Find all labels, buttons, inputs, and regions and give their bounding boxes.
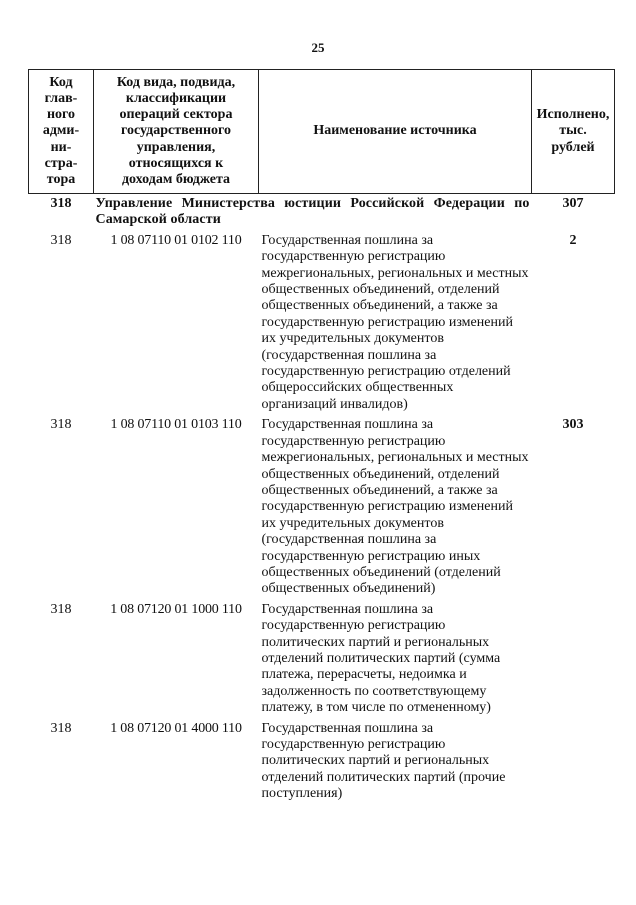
row-classification-code: 1 08 07120 01 1000 110 [110, 601, 242, 617]
row-executed-value: 2 [569, 232, 577, 248]
header-source-name: Наименование источника [259, 70, 532, 194]
revenue-table [28, 69, 615, 803]
row-admin-code: 318 [50, 417, 72, 433]
header-admin-code: Код глав- ного адми- ни- стра- тора [29, 70, 94, 194]
row-admin-code: 318 [50, 720, 72, 736]
table-header-row [29, 70, 615, 194]
row-executed-value [532, 598, 615, 717]
org-executed-value: 307 [562, 196, 584, 211]
header-executed-amount: Исполнено, тыс. рублей [532, 70, 615, 194]
table-row [29, 413, 615, 597]
header-classification-code: Код вида, подвида, классификации операций сектора государственного управления, относящихся к доходам бюджета [94, 70, 259, 194]
table-row [29, 717, 615, 803]
row-source-name: Государственная пошлина за государственную регистрацию политических партий и региональных отделений политических партий (прочие поступления) [261, 720, 506, 802]
row-executed-value: 303 [562, 417, 584, 433]
row-admin-code: 318 [50, 232, 72, 248]
table-row [29, 229, 615, 413]
row-classification-code: 1 08 07110 01 0103 110 [110, 417, 242, 433]
table-row [29, 598, 615, 717]
organization-row [29, 194, 615, 229]
page-number: 25 [311, 40, 325, 55]
org-name: Управление Министерства юстиции Российской Федерации по Самарской области [95, 196, 530, 228]
row-admin-code: 318 [50, 601, 72, 617]
row-source-name: Государственная пошлина за государственную регистрацию межрегиональных, региональных и местных общественных объединений, отделений общественных объединений, а также за государственную регистрацию изменений их учредительных документов (государственная пошлина за государственную регистрацию иных общественных объединений (отделений общественных объединений) [261, 417, 529, 597]
row-source-name: Государственная пошлина за государственную регистрацию политических партий и региональных отделений политических партий (сумма платежа, перерасчеты, недоимка и задолженность по соответствующему платежу, в том числе по отмененному) [261, 601, 501, 716]
org-admin-code: 318 [50, 196, 72, 211]
revenue-table-container [28, 69, 614, 803]
row-executed-value [532, 717, 615, 803]
row-classification-code: 1 08 07110 01 0102 110 [110, 232, 242, 248]
row-classification-code: 1 08 07120 01 4000 110 [110, 720, 242, 736]
row-source-name: Государственная пошлина за государственную регистрацию межрегиональных, региональных и местных общественных объединений, отделений общественных объединений, а также за государственную регистрацию изменений их учредительных документов (государственная пошлина за государственную регистрацию отделений общероссийских общественных организаций инвалидов) [261, 232, 529, 412]
